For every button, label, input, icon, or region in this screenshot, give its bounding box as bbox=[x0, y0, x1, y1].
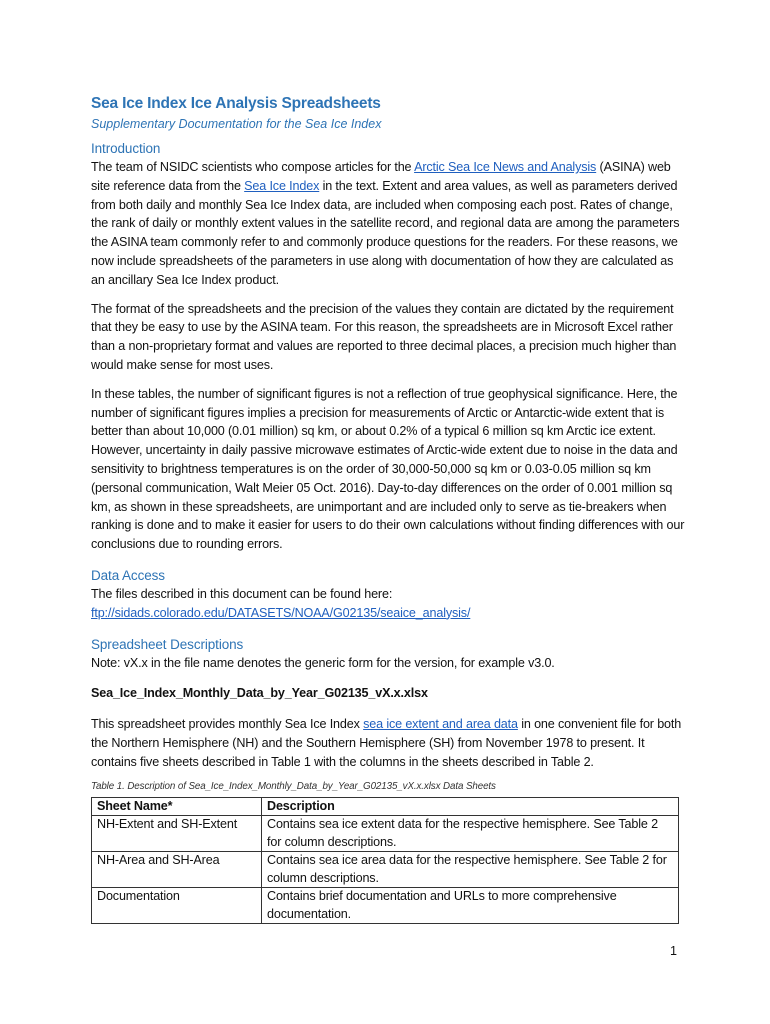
data-access-text: The files described in this document can be found here: bbox=[91, 586, 393, 601]
ftp-link[interactable]: ftp://sidads.colorado.edu/DATASETS/NOAA/G02135/seaice_analysis/ bbox=[91, 605, 471, 620]
desc-text-2: in one convenient file for both the Northern Hemisphere (NH) and the Southern Hemisphere (SH) from November 1978 to present. It contains five sheets described in Table 1 with the columns in the sheets described in Table 2. bbox=[91, 717, 682, 769]
spreadsheet-description-paragraph bbox=[91, 715, 686, 771]
table-1 bbox=[91, 797, 679, 925]
table-cell-description: Contains brief documentation and URLs to more comprehensive documentation. bbox=[262, 888, 679, 924]
version-note: Note: vX.x in the file name denotes the generic form for the version, for example v3.0. bbox=[91, 655, 555, 670]
spreadsheet-descriptions-heading: Spreadsheet Descriptions bbox=[91, 636, 244, 652]
data-access-link-line bbox=[91, 604, 686, 623]
introduction-paragraph-1 bbox=[91, 158, 686, 290]
introduction-heading: Introduction bbox=[91, 141, 161, 156]
file-name-heading: Sea_Ice_Index_Monthly_Data_by_Year_G02135_vX.x.xlsx bbox=[91, 686, 428, 701]
extent-area-data-link[interactable]: sea ice extent and area data bbox=[363, 717, 518, 732]
sea-ice-index-link[interactable]: Sea Ice Index bbox=[244, 178, 320, 193]
table-cell-sheet-name: Documentation bbox=[92, 888, 262, 924]
table-header-row bbox=[92, 797, 679, 816]
table-row bbox=[92, 852, 679, 888]
table-row bbox=[92, 816, 679, 852]
document-subtitle: Supplementary Documentation for the Sea Ice Index bbox=[91, 117, 382, 131]
page-content bbox=[91, 94, 686, 924]
table-row bbox=[92, 888, 679, 924]
table-cell-description: Contains sea ice area data for the respective hemisphere. See Table 2 for column descriptions. bbox=[262, 852, 679, 888]
asina-link[interactable]: Arctic Sea Ice News and Analysis bbox=[414, 160, 597, 174]
table-cell-sheet-name: NH-Area and SH-Area bbox=[92, 852, 262, 888]
document-title: Sea Ice Index Ice Analysis Spreadsheets bbox=[91, 95, 381, 112]
introduction-paragraph-2: The format of the spreadsheets and the precision of the values they contain are dictated by the requirement that they be easy to use by the ASINA team. For this reason, the spreadsheets are in Microsoft Excel rather than a non-proprietary format and values are reported to three decimal places, a precision much higher than would make sense for most uses. bbox=[91, 301, 677, 372]
introduction-paragraph-3: In these tables, the number of significant figures is not a reflection of true geophysical significance. Here, the number of significant figures implies a precision for measurements of Arctic or Antarctic-wide extent that is better than about 10,000 (0.01 million) sq km, or about 0.2% of a typical 6 million sq km Arctic ice extent. However, uncertainty in daily passive microwave estimates of Arctic-wide extent due to noise in the data and sensitivity to brightness temperatures is on the order of 30,000-50,000 sq km or 0.03-0.05 million sq km (personal communication, Walt Meier 05 Oct. 2016). Day-to-day differences on the order of 0.001 million sq km, as shown in these spreadsheets, are unimportant and are included only to serve as tie-breakers when ranking is done and to make it easier for users to do their own calculations without finding differences with our conclusions due to rounding errors. bbox=[91, 386, 685, 552]
table-1-caption: Table 1. Description of Sea_Ice_Index_Monthly_Data_by_Year_G02135_vX.x.xlsx Data Sheets bbox=[91, 780, 496, 792]
desc-text-1: This spreadsheet provides monthly Sea Ice Index bbox=[91, 717, 364, 732]
intro-p1-text-3: in the text. Extent and area values, as well as parameters derived from both daily and monthly Sea Ice Index data, are included when composing each post. Rates of change, the rank of daily or monthly extent values in the satellite record, and regional data are among the parameters the ASINA team commonly refer to and commonly produce questions for the readers. For these reasons, we now include spreadsheets of the parameters in use along with documentation of how they are calculated as an ancillary Sea Ice Index product. bbox=[91, 178, 680, 287]
table-cell-sheet-name: NH-Extent and SH-Extent bbox=[92, 816, 262, 852]
table-header-description: Description bbox=[262, 797, 679, 816]
table-cell-description: Contains sea ice extent data for the respective hemisphere. See Table 2 for column descriptions. bbox=[262, 816, 679, 852]
table-header-sheet-name: Sheet Name* bbox=[92, 797, 262, 816]
page-number: 1 bbox=[669, 944, 677, 958]
intro-p1-text-2: (ASINA) web site reference data from the bbox=[91, 160, 671, 193]
data-access-heading: Data Access bbox=[91, 567, 165, 583]
intro-p1-text-1: The team of NSIDC scientists who compose articles for the bbox=[91, 160, 415, 174]
